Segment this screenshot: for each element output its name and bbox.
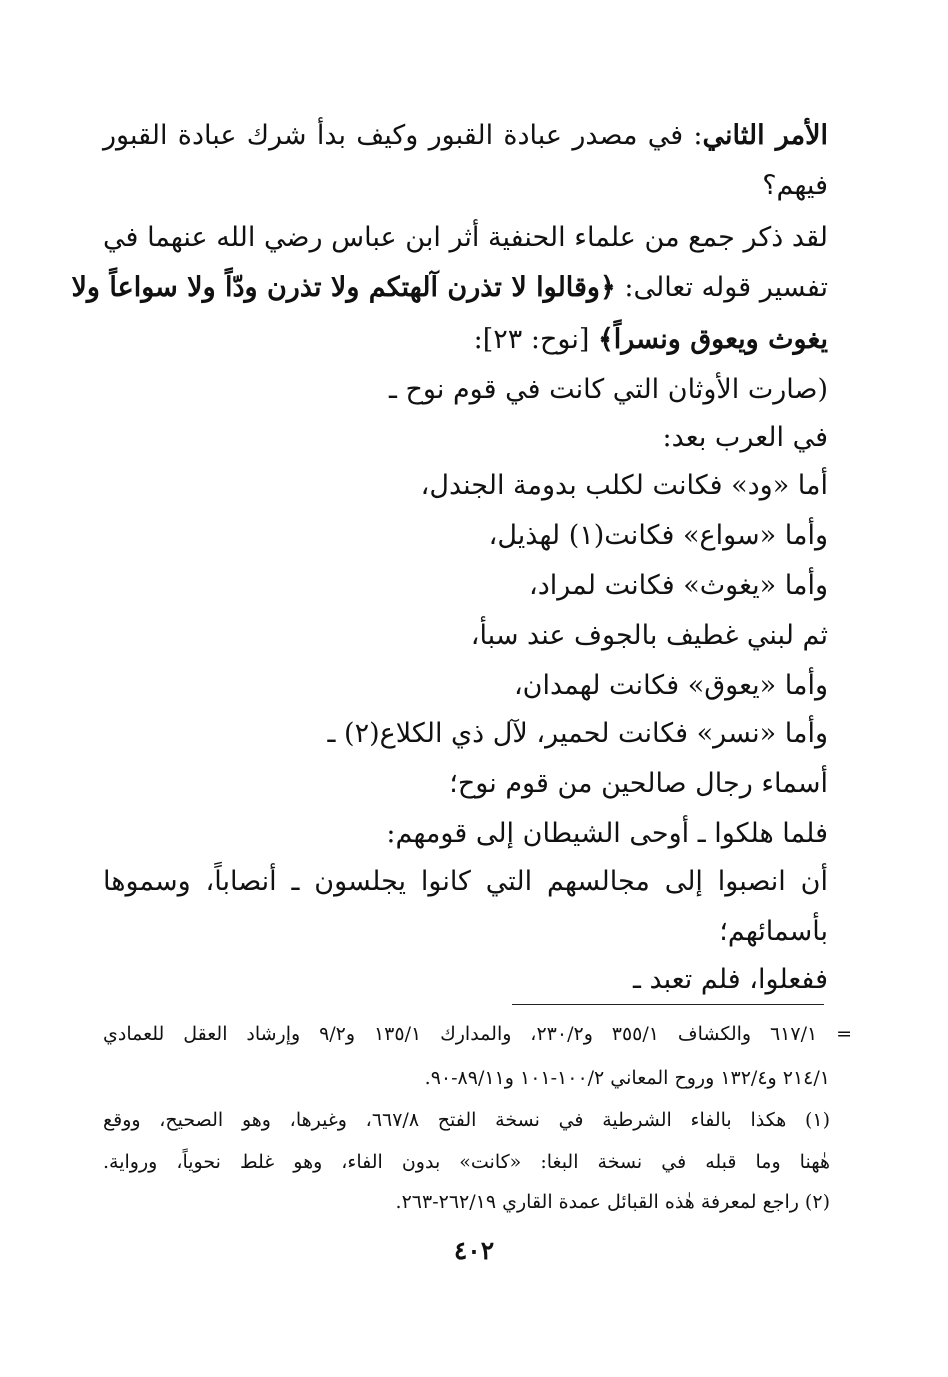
athar-line-10: فلما هلكوا ـ أوحى الشيطان إلى قومهم: <box>386 818 828 849</box>
heading-line <box>103 118 828 154</box>
quran-verse-part-2: يغوث ويعوق ونسراً﴾ <box>597 324 828 355</box>
athar-line-3: أما «ود» فكانت لكلب بدومة الجندل، <box>420 470 828 501</box>
athar-line-12: بأسمائهم؛ <box>719 916 828 947</box>
athar-line-1: (صارت الأوثان التي كانت في قوم نوح ـ <box>388 374 828 405</box>
athar-line-2: في العرب بعد: <box>662 422 828 453</box>
page-number: ٤٠٢ <box>453 1236 495 1265</box>
paragraph-line-3 <box>474 322 828 358</box>
footnote-1-line-1: (١) هكذا بالفاء الشرطية في نسخة الفتح ٦٦٧/٨، وغيرها، وهو الصحيح، ووقع <box>103 1109 830 1131</box>
athar-line-11: أن انصبوا إلى مجالسهم التي كانوا يجلسون ـ أنصاباً، وسموها <box>103 866 828 897</box>
quran-verse-part-1: ﴿وقالوا لا تذرن آلهتكم ولا تذرن ودّاً ولا سواعاً ولا <box>71 272 616 303</box>
footnote-continuation-line-2: ٢١٤/١ و١٣٢/٤ وروح المعاني ١٠٠/٢-١٠١ و٨٩/١١-٩٠. <box>424 1067 830 1089</box>
heading-continuation: فيهم؟ <box>762 170 828 201</box>
athar-line-8: وأما «نسر» فكانت لحمير، لآل ذي الكلاع(٢) ـ <box>327 718 828 749</box>
footnote-2: (٢) راجع لمعرفة هٰذه القبائل عمدة القاري ٢٦٢/١٩-٢٦٣. <box>395 1191 830 1213</box>
athar-line-4: وأما «سواع» فكانت(١) لهذيل، <box>488 520 828 551</box>
athar-line-6: ثم لبني غطيف بالجوف عند سبأ، <box>470 620 828 651</box>
verse-reference: [نوح: ٢٣]: <box>473 324 598 355</box>
heading-text: : في مصدر عبادة القبور وكيف بدأ شرك عبادة القبور <box>103 120 703 151</box>
athar-line-7: وأما «يعوق» فكانت لهمدان، <box>513 670 828 701</box>
footnote-separator <box>512 1004 824 1005</box>
footnote-continuation-line-1: = ٦١٧/١ والكشاف ٣٥٥/١ و٢٣٠/٢، والمدارك ١٣٥/١ و٩/٢ وإرشاد العقل للعمادي <box>103 1023 853 1045</box>
footnote-1-line-2: هٰهنا وما قبله في نسخة البغا: «كانت» بدون الفاء، وهو غلط نحوياً، ورواية. <box>103 1151 830 1173</box>
paragraph-line-1: لقد ذكر جمع من علماء الحنفية أثر ابن عباس رضي الله عنهما في <box>103 222 828 253</box>
athar-line-5: وأما «يغوث» فكانت لمراد، <box>529 570 828 601</box>
paragraph-line-2 <box>71 270 828 306</box>
paragraph-intro: تفسير قوله تعالى: <box>615 272 828 303</box>
heading-label: الأمر الثاني <box>702 120 829 151</box>
athar-line-9: أسماء رجال صالحين من قوم نوح؛ <box>449 768 828 799</box>
athar-line-13: ففعلوا، فلم تعبد ـ <box>632 964 828 995</box>
